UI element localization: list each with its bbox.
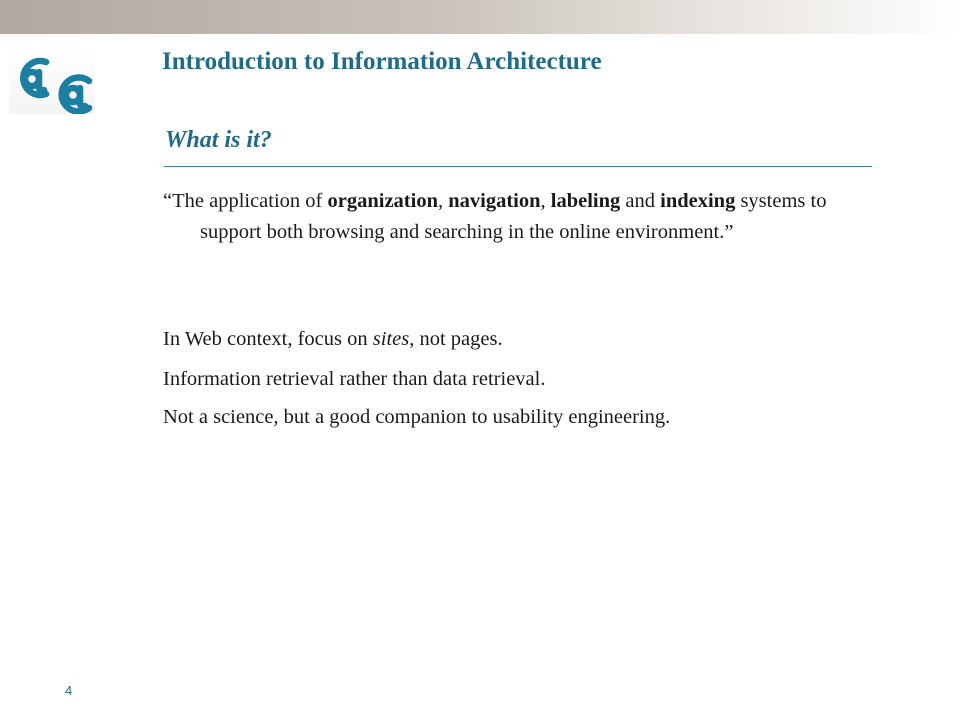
slide-title: Introduction to Information Architecture	[162, 48, 602, 75]
term-navigation: navigation	[448, 190, 541, 212]
point-not-a-science: Not a science, but a good companion to usability engineering.	[163, 406, 671, 428]
point-text: , not pages.	[409, 328, 503, 350]
double-at-sign-icon	[9, 48, 95, 114]
quote-separator: ,	[540, 190, 551, 212]
term-organization: organization	[327, 190, 438, 212]
title-divider	[164, 166, 872, 167]
point-text: In Web context, focus on	[163, 328, 373, 350]
point-web-context	[163, 325, 503, 353]
definition-quote	[163, 186, 890, 248]
term-indexing: indexing	[660, 190, 736, 212]
quote-separator: ,	[437, 190, 449, 212]
logo	[9, 48, 95, 114]
top-decorative-band	[0, 0, 960, 34]
term-labeling: labeling	[550, 190, 621, 212]
emphasis-sites: sites	[372, 328, 410, 350]
point-information-retrieval: Information retrieval rather than data retrieval.	[163, 368, 546, 390]
page-number: 4	[65, 683, 73, 698]
slide-subtitle: What is it?	[165, 127, 272, 153]
quote-open-text: “The application of	[163, 190, 328, 212]
quote-close-text: systems to support both browsing and searching in the online environment.”	[200, 190, 827, 243]
quote-separator: and	[620, 190, 661, 212]
